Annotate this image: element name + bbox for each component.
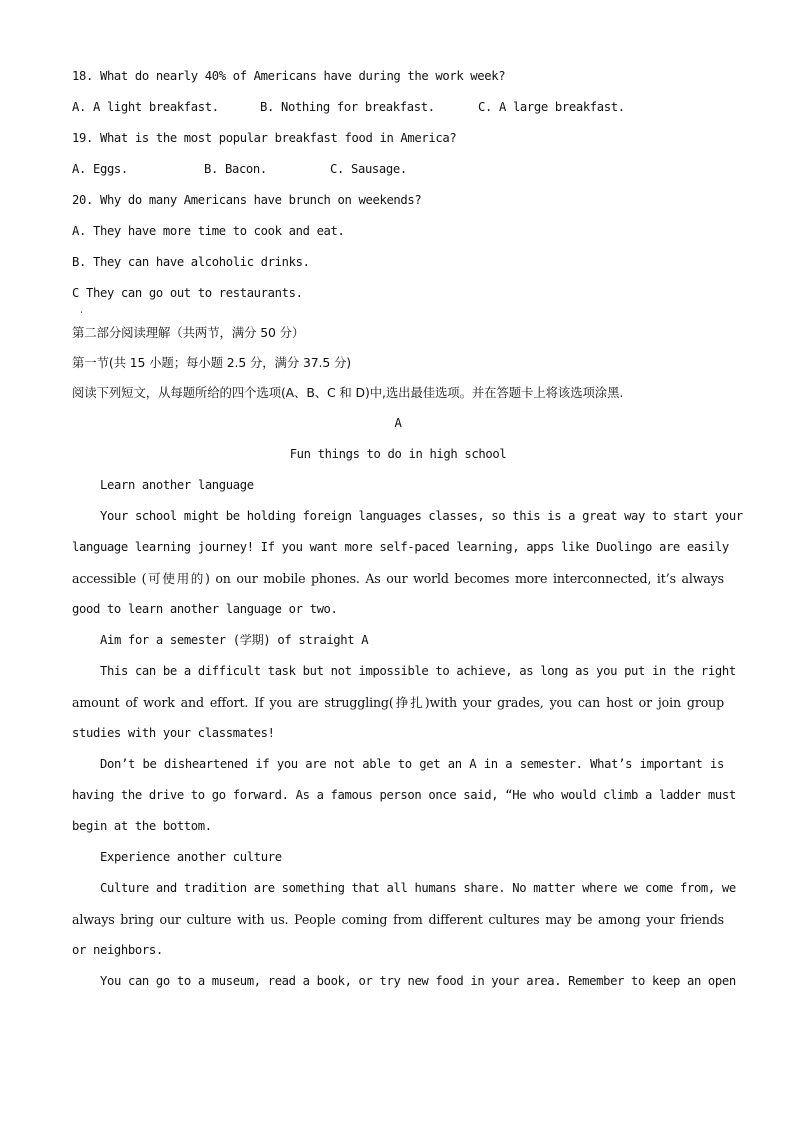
paragraph-line: Don’t be disheartened if you are not able to get an A in a semester. What’s important is	[100, 757, 724, 771]
subheading-straight-a: Aim for a semester (学期) of straight A	[100, 633, 369, 647]
paragraph-line: accessible (可使用的) on our mobile phones. As our world becomes more interconnected, it’s always	[72, 571, 724, 586]
question-20-option-a: A. They have more time to cook and eat.	[72, 224, 345, 238]
paragraph-line: begin at the bottom.	[72, 819, 212, 833]
paragraph-line: amount of work and effort. If you are struggling(挣扎)with your grades, you can host or join group	[72, 695, 724, 710]
paragraph-line: Your school might be holding foreign languages classes, so this is a great way to start your	[100, 509, 743, 523]
paragraph-line: or neighbors.	[72, 943, 163, 957]
stray-mark	[72, 308, 724, 321]
passage-label: A	[394, 416, 402, 430]
paragraph-line: You can go to a museum, read a book, or try new food in your area. Remember to keep an open	[100, 974, 736, 988]
question-18-options	[72, 95, 724, 126]
stray-dot: ⋅	[79, 308, 84, 317]
question-19-options	[72, 157, 724, 188]
passage-title: Fun things to do in high school	[289, 447, 507, 461]
question-18-option-c: C. A large breakfast.	[478, 100, 625, 114]
part-two-heading: 第二部分阅读理解（共两节，满分 50 分）	[72, 325, 305, 340]
paragraph-line: Culture and tradition are something that all humans share. No matter where we come from, we	[100, 881, 736, 895]
question-20-stem: 20. Why do many Americans have brunch on weekends?	[72, 193, 422, 207]
subheading-culture: Experience another culture	[100, 850, 282, 864]
paragraph-line: always bring our culture with us. People coming from different cultures may be among your friends	[72, 912, 724, 927]
paragraph-line: good to learn another language or two.	[72, 602, 338, 616]
question-18-option-b: B. Nothing for breakfast.	[260, 100, 435, 114]
subheading-learn-language: Learn another language	[100, 478, 254, 492]
reading-instruction: 阅读下列短文，从每题所给的四个选项(A、B、C 和 D)中,选出最佳选项。并在答题卡上将该选项涂黑.	[72, 385, 624, 400]
question-19-option-b: B. Bacon.	[204, 162, 267, 176]
question-19-stem: 19. What is the most popular breakfast food in America?	[72, 131, 457, 145]
question-19-option-c: C. Sausage.	[330, 162, 407, 176]
paragraph-line: language learning journey! If you want more self-paced learning, apps like Duolingo are easily	[72, 540, 729, 554]
question-20-option-c: C They can go out to restaurants.	[72, 286, 303, 300]
question-19-option-a: A. Eggs.	[72, 162, 128, 176]
document-page	[72, 64, 743, 1000]
question-20-option-b: B. They can have alcoholic drinks.	[72, 255, 310, 269]
paragraph-line: having the drive to go forward. As a famous person once said, “He who would climb a ladder must	[72, 788, 736, 802]
question-18-stem: 18. What do nearly 40% of Americans have during the work week?	[72, 69, 506, 83]
question-18-option-a: A. A light breakfast.	[72, 100, 219, 114]
paragraph-line: This can be a difficult task but not impossible to achieve, as long as you put in the right	[100, 664, 736, 678]
paragraph-line: studies with your classmates!	[72, 726, 275, 740]
section-one-heading: 第一节(共 15 小题；每小题 2.5 分，满分 37.5 分)	[72, 355, 352, 370]
